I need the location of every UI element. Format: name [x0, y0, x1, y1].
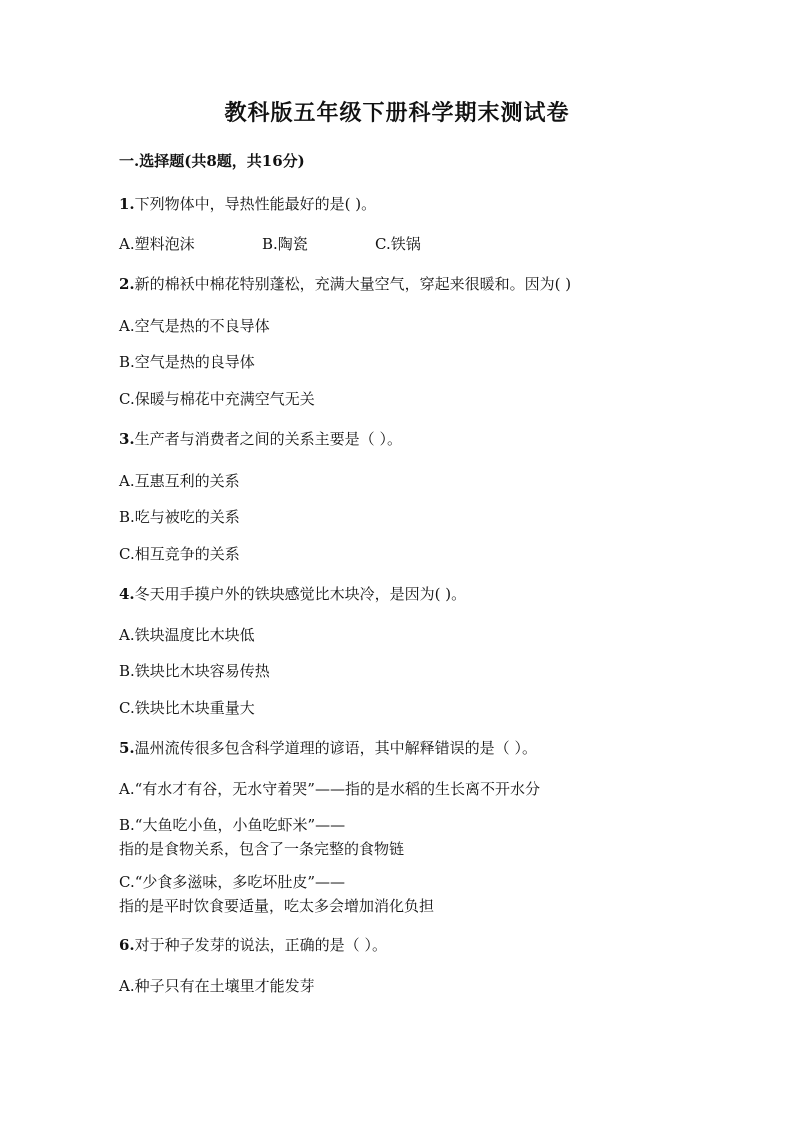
section-title: 一.选择题(共8题，共16分)	[119, 152, 305, 170]
question-3	[119, 428, 402, 449]
option-a: A.塑料泡沫	[119, 235, 195, 253]
option-b-line-1: B.“大鱼吃小鱼，小鱼吃虾米”——	[119, 816, 346, 834]
question-text: 下列物体中，导热性能最好的是( )。	[134, 195, 377, 213]
question-text: 冬天用手摸户外的铁块感觉比木块冷，是因为( )。	[134, 585, 467, 603]
option-b: B.陶瓷	[262, 235, 308, 253]
question-4	[119, 583, 466, 604]
question-text: 温州流传很多包含科学道理的谚语，其中解释错误的是（ ）。	[134, 739, 537, 757]
option-a: A.铁块温度比木块低	[119, 626, 255, 644]
option-c: C.相互竞争的关系	[119, 545, 240, 563]
option-c: C.铁块比木块重量大	[119, 699, 255, 717]
option-a: A.互惠互利的关系	[119, 472, 240, 490]
question-text: 生产者与消费者之间的关系主要是（ ）。	[134, 430, 402, 448]
option-c: C.铁锅	[375, 235, 421, 253]
option-a: A.空气是热的不良导体	[119, 317, 270, 335]
option-c-line-1: C.“少食多滋味，多吃坏肚皮”——	[119, 873, 346, 891]
option-b-line-2: 指的是食物关系，包含了一条完整的食物链	[119, 840, 405, 858]
page-title: 教科版五年级下册科学期末测试卷	[224, 100, 570, 126]
question-number: 5.	[119, 739, 135, 757]
question-number: 1.	[119, 195, 135, 213]
question-1	[119, 193, 376, 214]
question-number: 6.	[119, 936, 135, 954]
option-b: B.铁块比木块容易传热	[119, 662, 270, 680]
question-5	[119, 737, 537, 758]
question-text: 对于种子发芽的说法，正确的是（ ）。	[134, 936, 387, 954]
question-number: 3.	[119, 430, 135, 448]
question-number: 2.	[119, 275, 135, 293]
option-c: C.保暖与棉花中充满空气无关	[119, 390, 315, 408]
option-a: A.种子只有在土壤里才能发芽	[119, 977, 315, 995]
question-text: 新的棉袄中棉花特别蓬松，充满大量空气，穿起来很暖和。因为( )	[134, 275, 572, 293]
option-c	[119, 870, 434, 918]
option-b: B.吃与被吃的关系	[119, 508, 240, 526]
question-2	[119, 273, 571, 294]
option-b: B.空气是热的良导体	[119, 353, 255, 371]
question-number: 4.	[119, 585, 135, 603]
option-b	[119, 813, 404, 861]
option-a: A.“有水才有谷，无水守着哭”——指的是水稻的生长离不开水分	[119, 780, 540, 798]
question-6	[119, 934, 387, 955]
option-c-line-2: 指的是平时饮食要适量，吃太多会增加消化负担	[119, 897, 435, 915]
